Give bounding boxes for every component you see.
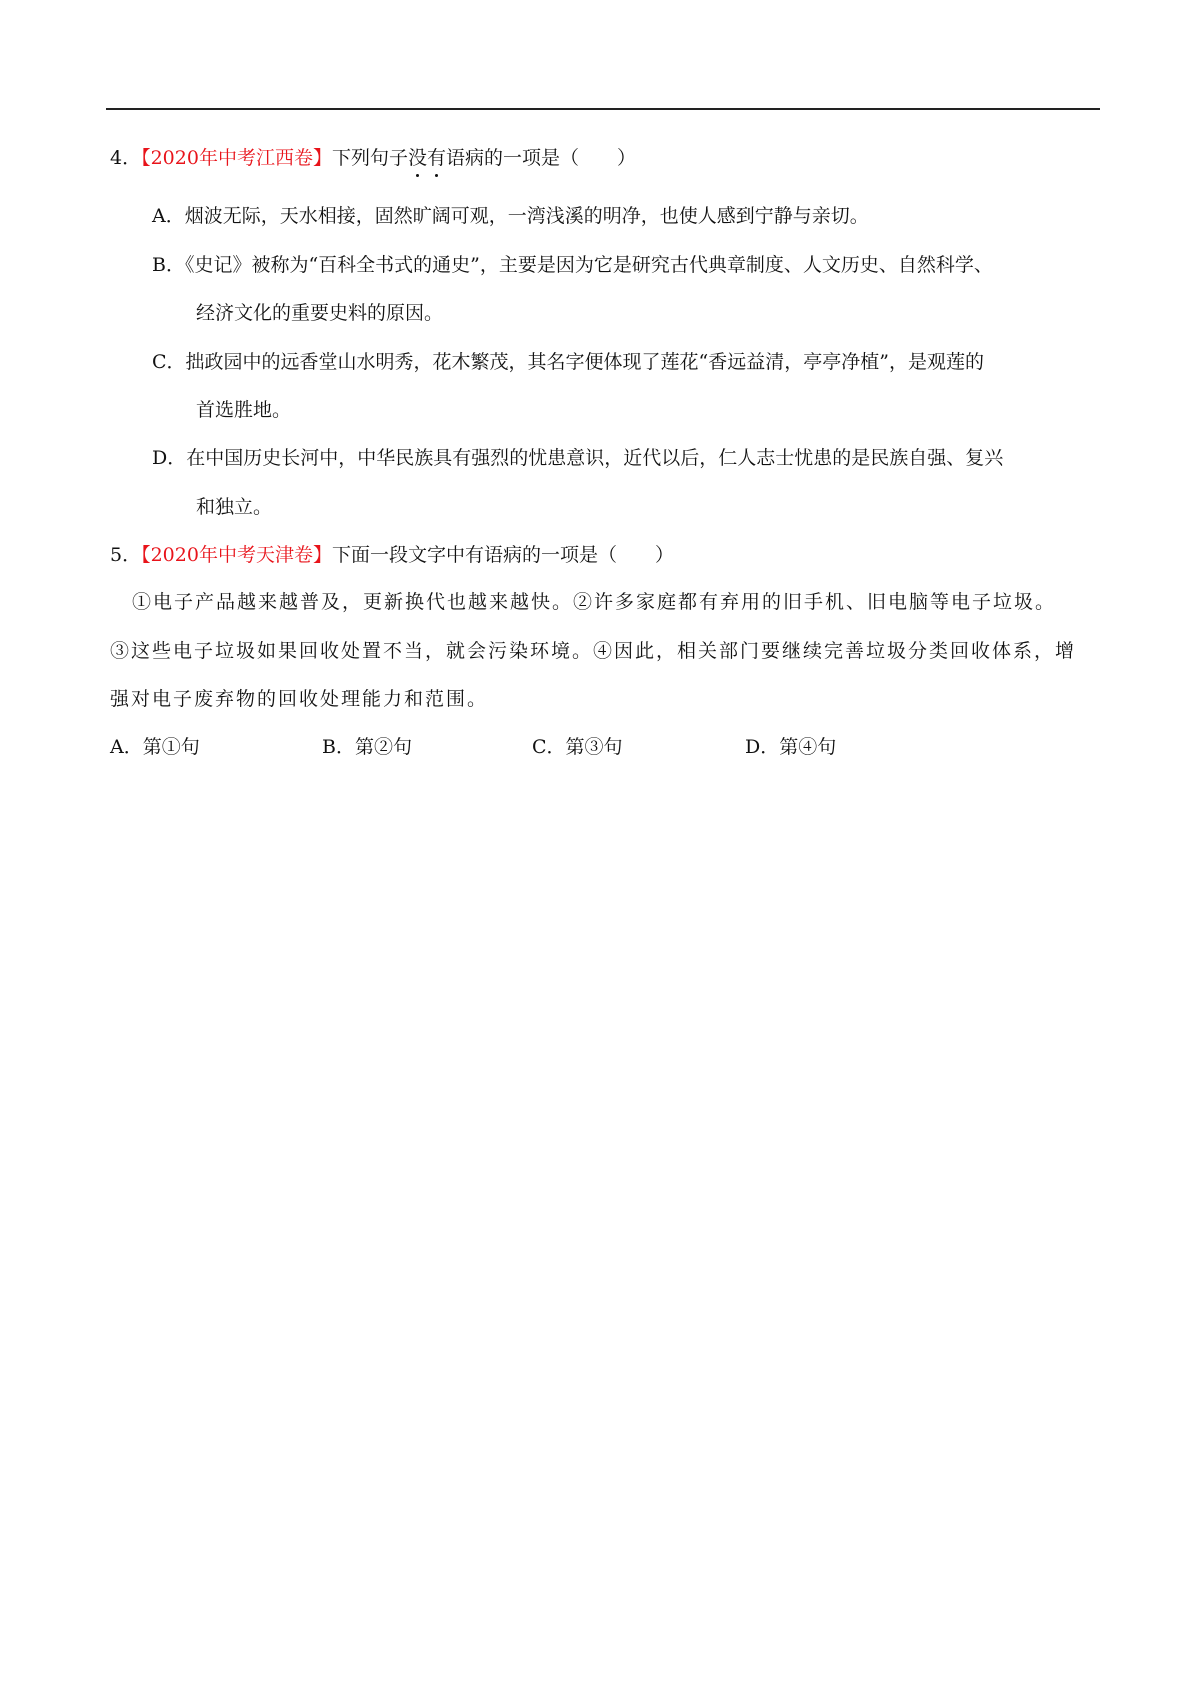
q4-option-d: D．在中国历史长河中，中华民族具有强烈的忧患意识，近代以后，仁人志士忧患的是民族自强、复兴 bbox=[152, 447, 1004, 469]
q4-option-b-continued: 经济文化的重要史料的原因。 bbox=[196, 302, 444, 324]
question-number: 4． bbox=[110, 147, 142, 169]
emphasis-char: 有 bbox=[427, 143, 446, 173]
question-number: 5． bbox=[110, 544, 142, 566]
stem-text: 下列句子 bbox=[331, 147, 408, 169]
q4-option-c: C．拙政园中的远香堂山水明秀，花木繁茂，其名字便体现了莲花“香远益清，亭亭净植”，是观莲的 bbox=[152, 351, 984, 373]
q5-passage-line-2: ③这些电子垃圾如果回收处置不当，就会污染环境。④因此，相关部门要继续完善垃圾分类回收体系，增 bbox=[110, 640, 1077, 662]
question-source: 【2020年中考江西卷】 bbox=[141, 147, 332, 169]
header-rule bbox=[106, 108, 1100, 110]
question-4-stem bbox=[110, 143, 636, 173]
question-5-stem bbox=[110, 540, 674, 570]
q4-option-a: A．烟波无际，天水相接，固然旷阔可观，一湾浅溪的明净，也使人感到宁静与亲切。 bbox=[152, 205, 869, 227]
q5-option-d: D．第④句 bbox=[745, 736, 837, 758]
emphasis-char: 没 bbox=[408, 143, 427, 173]
stem-text: 下面一段文字中有语病的一项是（ ） bbox=[331, 544, 674, 566]
q5-passage-line-3: 强对电子废弃物的回收处理能力和范围。 bbox=[110, 688, 489, 710]
q5-option-b: B．第②句 bbox=[322, 736, 412, 758]
stem-text: 语病的一项是（ ） bbox=[446, 147, 637, 169]
q5-passage-line-1: ①电子产品越来越普及，更新换代也越来越快。②许多家庭都有弃用的旧手机、旧电脑等电子垃圾。 bbox=[132, 591, 1057, 613]
q4-option-b: B．《史记》被称为“百科全书式的通史”，主要是因为它是研究古代典章制度、人文历史、自然科学、 bbox=[152, 254, 993, 276]
q4-option-c-continued: 首选胜地。 bbox=[196, 399, 292, 421]
q5-option-c: C．第③句 bbox=[532, 736, 623, 758]
q5-option-a: A．第①句 bbox=[110, 736, 200, 758]
question-source: 【2020年中考天津卷】 bbox=[141, 544, 332, 566]
q4-option-d-continued: 和独立。 bbox=[196, 496, 273, 518]
